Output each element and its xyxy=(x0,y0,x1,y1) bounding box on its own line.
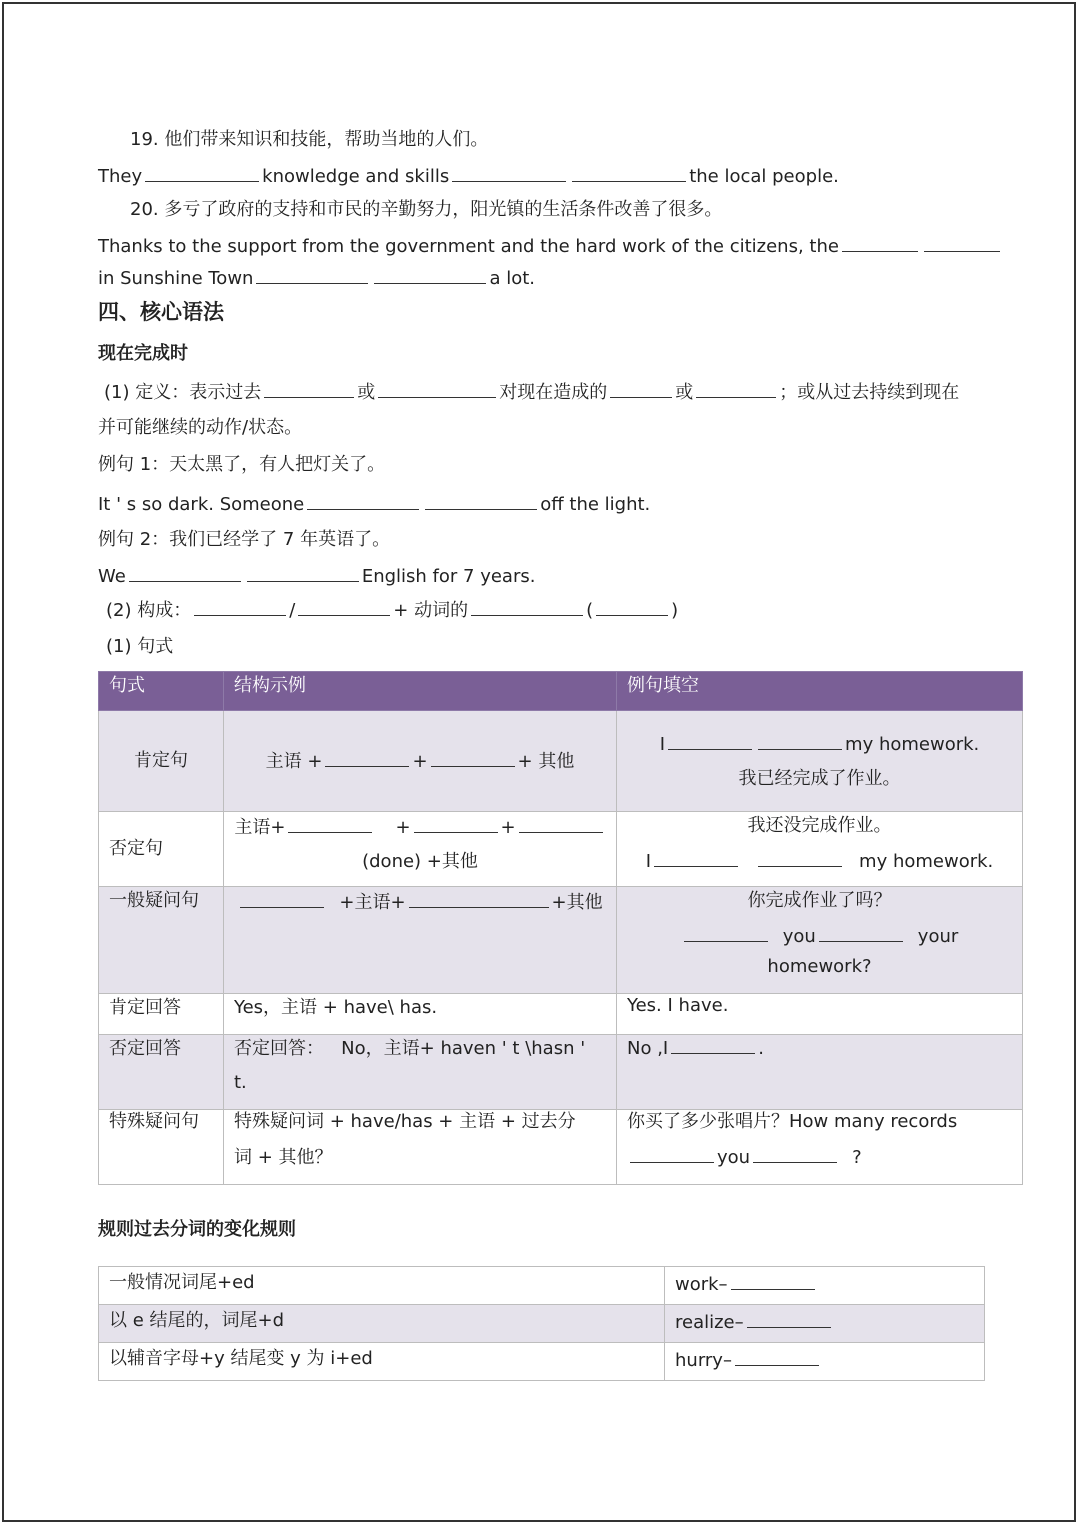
q19-cn-text: 19. 他们带来知识和技能，帮助当地的人们。 xyxy=(130,129,489,150)
row-structure xyxy=(224,711,617,812)
ex-text: you xyxy=(717,1147,751,1168)
definition-line1 xyxy=(104,379,959,405)
q20-en-line2b: a lot. xyxy=(489,268,535,289)
q19-english xyxy=(98,163,839,189)
definition-line2: 并可能继续的动作/状态。 xyxy=(98,417,303,438)
row-structure xyxy=(224,1110,617,1185)
table-row-question xyxy=(99,887,1023,994)
example-cell xyxy=(665,1267,985,1305)
blank[interactable] xyxy=(129,563,241,582)
blank[interactable] xyxy=(684,923,768,942)
example2-chinese: 例句 2：我们已经学了 7 年英语了。 xyxy=(98,529,391,550)
struct-text: + 其他 xyxy=(517,751,575,772)
ex2-en-a: We xyxy=(98,566,126,587)
section-heading: 四、核心语法 xyxy=(98,300,224,324)
blank[interactable] xyxy=(610,379,672,398)
type-text: 特殊疑问句 xyxy=(109,1111,199,1132)
ex-cn: 我还没完成作业。 xyxy=(747,815,892,836)
row-type xyxy=(99,812,224,887)
ex-text: I xyxy=(659,734,666,755)
pattern-label: (1) 句式 xyxy=(106,636,174,657)
table-row-yes xyxy=(99,994,1023,1035)
structure-line xyxy=(106,597,678,623)
q19-en-b: knowledge and skills xyxy=(262,166,450,187)
q19-chinese xyxy=(130,128,488,152)
sentence-pattern-table xyxy=(98,671,1023,1185)
example1-chinese: 例句 1：天太黑了，有人把灯关了。 xyxy=(98,454,386,475)
row-example xyxy=(617,1110,1023,1185)
ex2-en-b: English for 7 years. xyxy=(361,566,536,587)
example-cell xyxy=(665,1305,985,1343)
ex1-en-b: off the light. xyxy=(540,494,651,515)
blank[interactable] xyxy=(378,379,496,398)
example-cell xyxy=(665,1343,985,1381)
blank[interactable] xyxy=(696,379,776,398)
def-e: ；或从过去持续到现在 xyxy=(779,382,960,403)
struct-text: +主语+ xyxy=(339,892,406,913)
blank[interactable] xyxy=(735,1347,819,1366)
q20-chinese xyxy=(130,198,722,222)
ex-text: . xyxy=(758,1038,764,1059)
ex-text: Yes. I have. xyxy=(627,995,729,1016)
table-header-row xyxy=(99,672,1023,711)
struct-a: (2) 构成： xyxy=(106,600,192,621)
blank[interactable] xyxy=(471,597,583,616)
type-text: 一般疑问句 xyxy=(109,890,199,911)
def-b: 或 xyxy=(357,382,376,403)
blank[interactable] xyxy=(572,163,686,182)
struct-text: + xyxy=(412,751,428,772)
blank[interactable] xyxy=(630,1144,714,1163)
example-text: hurry– xyxy=(675,1350,732,1371)
blank[interactable] xyxy=(924,233,1000,252)
def-d: 或 xyxy=(675,382,694,403)
struct-text: 特殊疑问词 + have/has + 主语 + 过去分 xyxy=(234,1111,576,1132)
example-text: work– xyxy=(675,1274,728,1295)
table-row-special xyxy=(99,1110,1023,1185)
ex-text: you xyxy=(782,926,816,947)
rules-row xyxy=(99,1267,985,1305)
header-cell: 例句填空 xyxy=(617,672,1023,711)
row-type xyxy=(99,887,224,994)
blank[interactable] xyxy=(431,748,515,767)
struct-d: ( xyxy=(586,600,594,621)
ex1-en-a: It ' s so dark. Someone xyxy=(98,494,305,515)
ex-text: I xyxy=(645,851,652,872)
blank[interactable] xyxy=(374,265,486,284)
blank[interactable] xyxy=(731,1271,815,1290)
blank[interactable] xyxy=(747,1309,831,1328)
blank[interactable] xyxy=(264,379,354,398)
rule-cell: 以 e 结尾的，词尾+d xyxy=(99,1305,665,1343)
ex-text: 你买了多少张唱片？How many records xyxy=(627,1111,958,1132)
table-row-negative xyxy=(99,812,1023,887)
blank[interactable] xyxy=(671,1035,755,1054)
blank[interactable] xyxy=(654,848,738,867)
def-c: 对现在造成的 xyxy=(499,382,608,403)
struct-line2: (done) +其他 xyxy=(362,851,478,872)
ex-text: my homework. xyxy=(845,734,980,755)
type-text: 否定句 xyxy=(109,838,163,859)
blank[interactable] xyxy=(414,814,498,833)
blank[interactable] xyxy=(819,923,903,942)
blank[interactable] xyxy=(325,748,409,767)
row-structure xyxy=(224,994,617,1035)
blank[interactable] xyxy=(256,265,368,284)
header-cell: 句式 xyxy=(99,672,224,711)
row-structure xyxy=(224,887,617,994)
rules-title: 规则过去分词的变化规则 xyxy=(98,1219,296,1240)
row-type xyxy=(99,994,224,1035)
ex-line3: homework? xyxy=(767,956,872,977)
row-example xyxy=(617,711,1023,812)
example2-english xyxy=(98,563,535,589)
grammar-subheading: 现在完成时 xyxy=(98,343,188,364)
row-structure xyxy=(224,812,617,887)
blank[interactable] xyxy=(668,731,752,750)
struct-text: 主语+ xyxy=(234,817,286,838)
struct-text: +其他 xyxy=(551,892,603,913)
blank[interactable] xyxy=(145,163,259,182)
blank[interactable] xyxy=(247,563,359,582)
ex-text: your xyxy=(917,926,959,947)
blank[interactable] xyxy=(596,597,668,616)
table-row-affirmative xyxy=(99,711,1023,812)
struct-text: Yes，主语 + have\ has. xyxy=(234,997,438,1018)
q20-cn-text: 20. 多亏了政府的支持和市民的辛勤努力，阳光镇的生活条件改善了很多。 xyxy=(130,199,723,220)
rule-cell: 以辅音字母+y 结尾变 y 为 i+ed xyxy=(99,1343,665,1381)
ex-text: ? xyxy=(852,1147,862,1168)
q20-english-line2 xyxy=(98,265,535,291)
q19-en-c: the local people. xyxy=(689,166,839,187)
blank[interactable] xyxy=(758,848,842,867)
row-type xyxy=(99,1110,224,1185)
blank[interactable] xyxy=(452,163,566,182)
rules-row xyxy=(99,1343,985,1381)
blank[interactable] xyxy=(298,597,390,616)
blank[interactable] xyxy=(519,814,603,833)
row-structure xyxy=(224,1035,617,1110)
q20-english-line1 xyxy=(98,233,1003,259)
ex-cn: 你完成作业了吗？ xyxy=(747,890,892,911)
rules-table xyxy=(98,1266,985,1381)
def-a: (1) 定义：表示过去 xyxy=(104,382,262,403)
blank[interactable] xyxy=(842,233,918,252)
example1-english xyxy=(98,491,650,517)
row-example xyxy=(617,812,1023,887)
blank[interactable] xyxy=(758,731,842,750)
ex-text: No ,I xyxy=(627,1038,669,1059)
header-cell: 结构示例 xyxy=(224,672,617,711)
blank[interactable] xyxy=(753,1144,837,1163)
rule-cell: 一般情况词尾+ed xyxy=(99,1267,665,1305)
row-type xyxy=(99,1035,224,1110)
q20-en-line1: Thanks to the support from the government and the hard work of the citizens, the xyxy=(98,236,839,257)
struct-line2: t. xyxy=(234,1072,247,1093)
ex-text: my homework. xyxy=(859,851,994,872)
row-example xyxy=(617,994,1023,1035)
type-text: 肯定句 xyxy=(134,750,188,771)
ex-cn: 我已经完成了作业。 xyxy=(738,768,901,789)
row-example xyxy=(617,887,1023,994)
blank[interactable] xyxy=(409,889,549,908)
struct-e: ) xyxy=(671,600,679,621)
example-text: realize– xyxy=(675,1312,744,1333)
blank[interactable] xyxy=(425,491,537,510)
q19-en-a: They xyxy=(98,166,143,187)
struct-text: 否定回答： No，主语+ haven ' t \hasn ' xyxy=(234,1038,586,1059)
type-text: 肯定回答 xyxy=(109,997,181,1018)
blank[interactable] xyxy=(307,491,419,510)
blank[interactable] xyxy=(240,889,324,908)
struct-b: / xyxy=(289,600,296,621)
rules-row xyxy=(99,1305,985,1343)
row-example xyxy=(617,1035,1023,1110)
struct-text: 主语 + xyxy=(265,751,323,772)
struct-text: + xyxy=(395,817,411,838)
struct-line2: 词 + 其他？ xyxy=(234,1147,333,1168)
row-type xyxy=(99,711,224,812)
blank[interactable] xyxy=(288,814,372,833)
struct-text: + xyxy=(500,817,516,838)
q20-en-line2a: in Sunshine Town xyxy=(98,268,254,289)
struct-c: + 动词的 xyxy=(393,600,469,621)
type-text: 否定回答 xyxy=(109,1038,181,1059)
blank[interactable] xyxy=(194,597,286,616)
table-row-no xyxy=(99,1035,1023,1110)
